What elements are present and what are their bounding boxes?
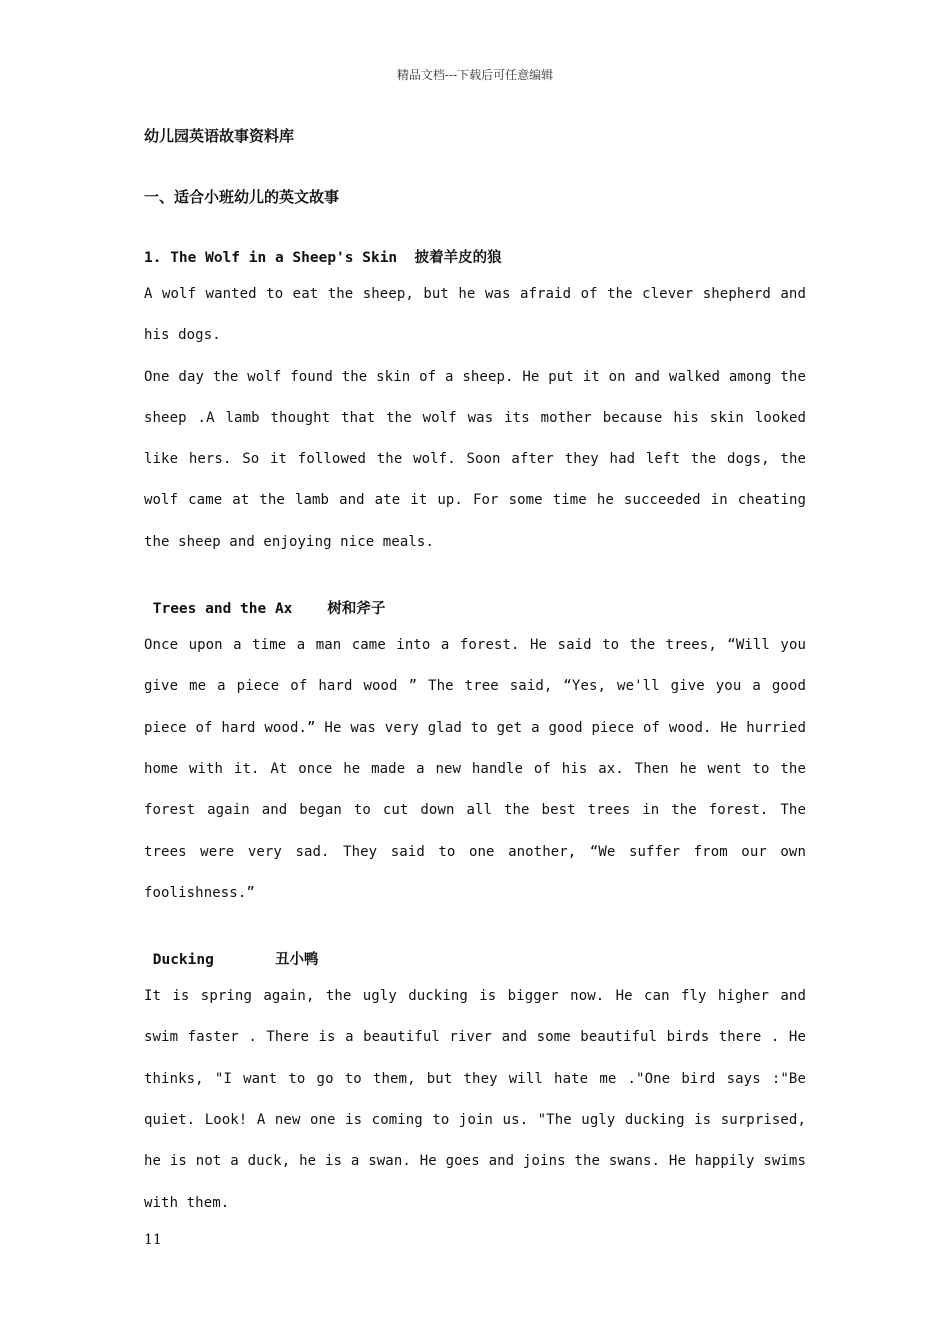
story-body: Once upon a time a man came into a forest. He said to the trees, “Will you give me a piece of hard wood ” The tree said, “Yes, we'll give you a good piece of hard wood.” He was very glad to get a good piece of wood. He hurried home with it. At once he made a new handle of his ax. Then he went to the forest again and began to cut down all the best trees in the forest. The trees were very sad. They said to one another, “We suffer from our own foolishness.” — [144, 637, 806, 901]
story-body: A wolf wanted to eat the sheep, but he was afraid of the clever shepherd and his dogs. One day the wolf found the skin of a sheep. He put it on and walked among the sheep .A lamb thought that the wolf was its mother because his skin looked like hers. So it followed the wolf. Soon after they had left the dogs, the wolf came at the lamb and ate it up. For some time he succeeded in cheating the sheep and enjoying nice meals. — [144, 286, 806, 550]
story-title-en: Trees and the Ax — [144, 601, 293, 618]
story-title-zh: 丑小鸭 — [274, 952, 319, 969]
document-title: 幼儿园英语故事资料库 — [144, 127, 295, 145]
story-title — [144, 595, 806, 623]
story-title — [144, 946, 806, 974]
story-title-en: 1. The Wolf in a Sheep's Skin — [144, 250, 398, 266]
story-title-zh: 树和斧子 — [327, 601, 386, 618]
story-title-en: Ducking — [144, 952, 214, 969]
story-title-zh: 披着羊皮的狼 — [414, 250, 502, 266]
page-header: 精品文档---下载后可任意编辑 — [396, 68, 554, 82]
section-title: 一、适合小班幼儿的英文故事 — [144, 188, 340, 206]
page-number: 11 — [144, 1232, 162, 1248]
story-ducking — [144, 946, 806, 1224]
story-trees — [144, 595, 806, 914]
story-wolf — [144, 244, 806, 563]
story-title — [144, 244, 806, 272]
document-body — [144, 122, 806, 1256]
story-body: It is spring again, the ugly ducking is bigger now. He can fly higher and swim faster . There is a beautiful river and some beautiful birds there . He thinks, "I want to go to them, but they will hate me ."One bird says :"Be quiet. Look! A new one is coming to join us. "The ugly ducking is surprised, he is not a duck, he is a swan. He goes and joins the swans. He happily swims with them. — [144, 988, 806, 1211]
